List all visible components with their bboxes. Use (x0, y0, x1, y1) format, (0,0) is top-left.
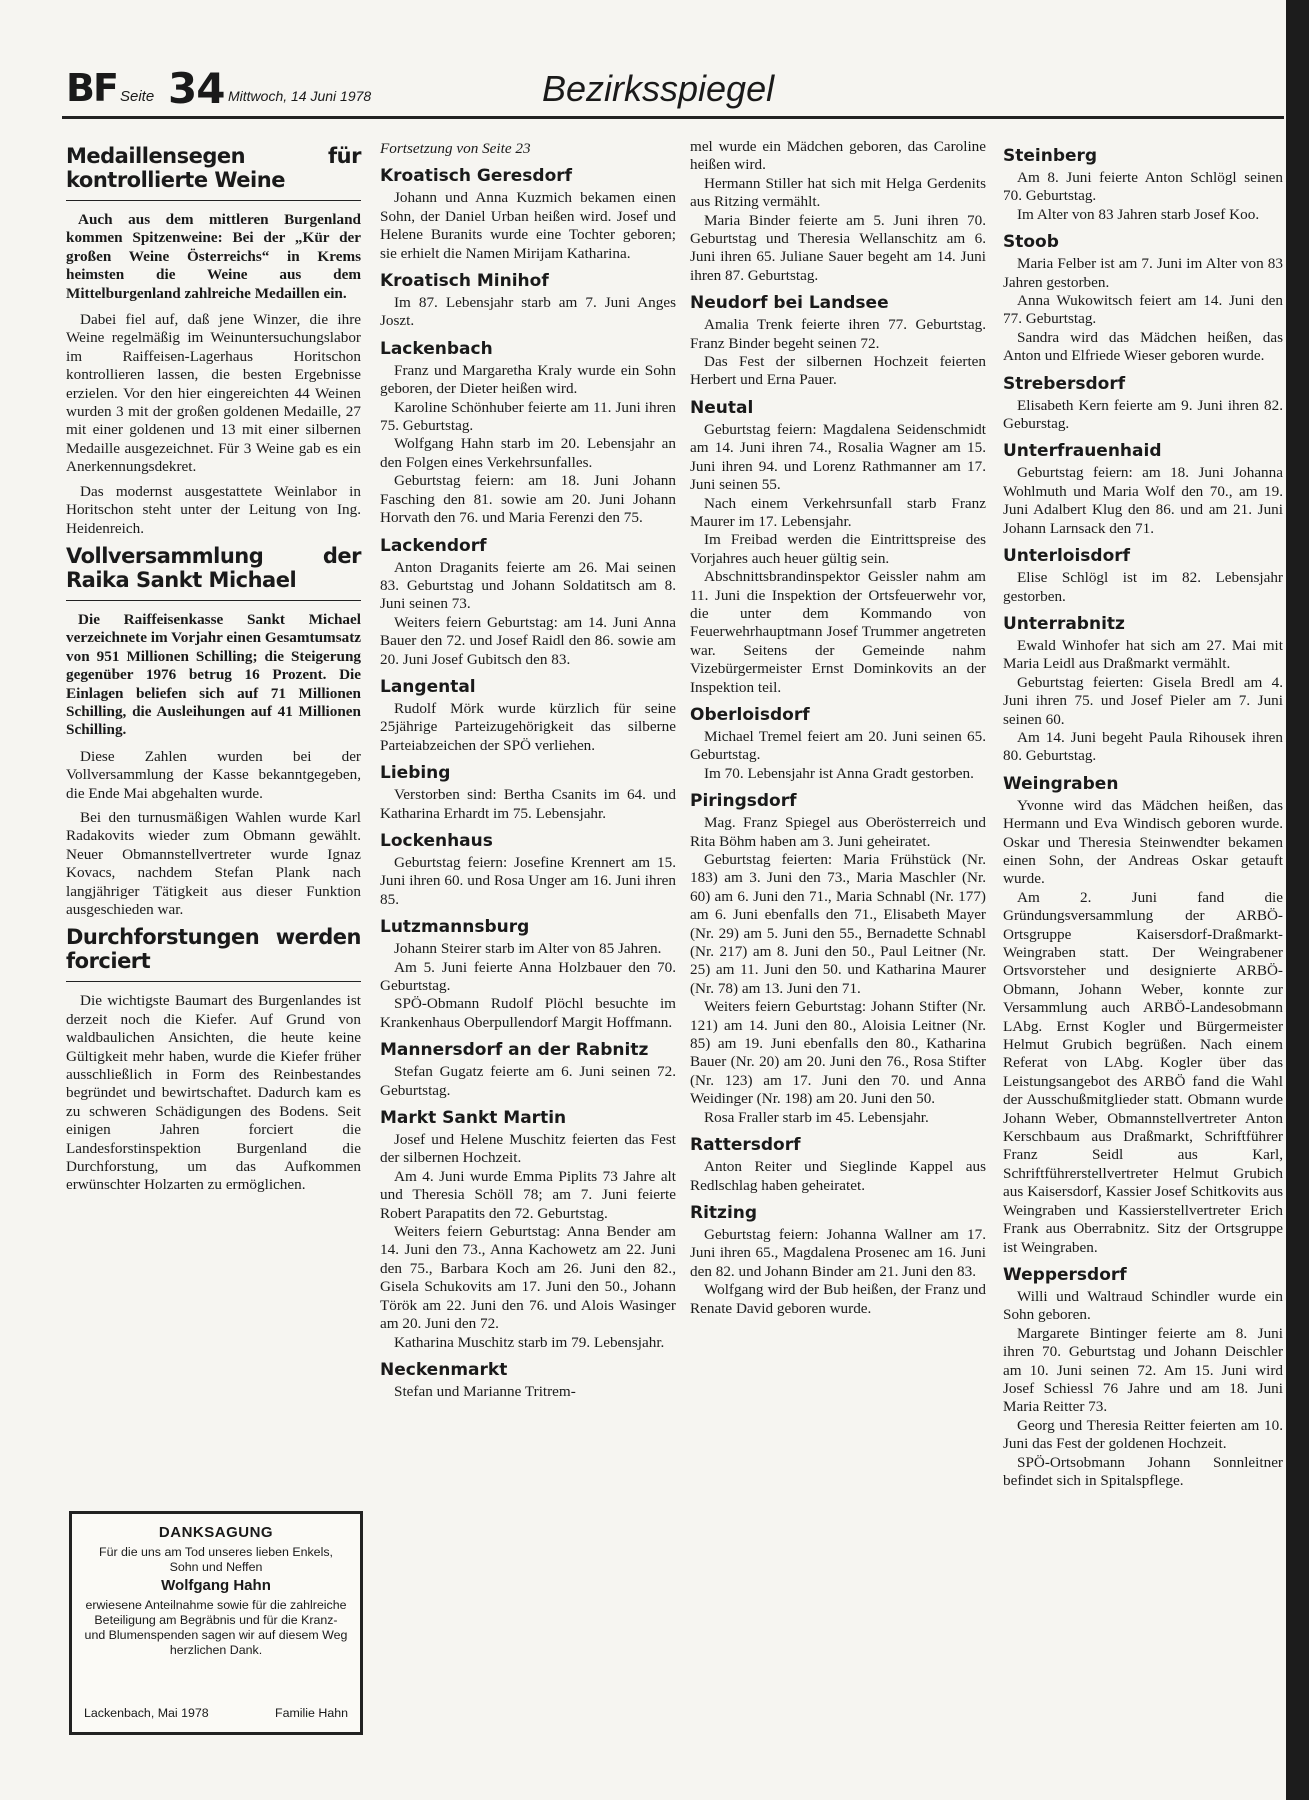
locality-paragraph: Stefan und Marianne Tritrem- (394, 1382, 576, 1400)
locality-heading: Strebersdorf (1003, 373, 1126, 394)
article-lead: Auch aus dem mittleren Burgenland kommen Spitzenweine: Bei der „Kür der großen Weine Österreichs“ in Krems heimsten die Weine aus dem Mittelburgenland zahlreiche Medaillen ein. (66, 211, 361, 302)
locality-paragraph: Am 5. Juni feierte Anna Holzbauer den 70. Geburtstag. (380, 958, 676, 994)
locality-paragraph: Am 4. Juni wurde Emma Piplits 73 Jahre alt und Theresia Schöll 78; am 7. Juni feierte Robert Parapatits den 72. Geburtstag. (380, 1167, 676, 1222)
locality-paragraph: Stefan Gugatz feierte am 6. Juni seinen 72. Geburtstag. (380, 1063, 676, 1099)
locality-paragraph: Weiters feiern Geburtstag: am 14. Juni Anna Bauer den 72. und Josef Raidl den 86. sowie am 20. Juni Josef Gubitsch den 83. (380, 613, 676, 668)
locality-paragraph: Johann Steirer starb im Alter von 85 Jahren. (394, 940, 662, 958)
locality-paragraph: Yvonne wird das Mädchen heißen, das Hermann und Eva Windisch geboren wurde. Oskar und Theresia Steinwendter bekamen einen Sohn, der Andreas Oskar getauft wurde. (1003, 796, 1283, 888)
column-4 (1003, 138, 1283, 1490)
article-headline-raika: Vollversammlung der Raika Sankt Michael (66, 543, 361, 592)
locality-paragraph: Verstorben sind: Bertha Csanits im 64. und Katharina Erhardt im 75. Lebensjahr. (380, 786, 676, 822)
locality-paragraph: Margarete Bintinger feierte am 8. Juni ihren 70. Geburtstag und Johann Deischler am 10. Juni seinen 72. Am 15. Juni wird Josef Schiessl 76 Jahre und am 18. Juni Maria Reitter 73. (1003, 1324, 1283, 1416)
danksagung-notice (69, 1511, 363, 1735)
page-edge-bar (1286, 0, 1309, 1800)
locality-paragraph: Geburtstag feierten: Maria Frühstück (Nr. 183) am 3. Juni den 73., Maria Maschler (Nr. 60) am 6. Juni den 71., Maria Schnabl (Nr. 177) am 6. Juni ebenfalls den 71., Elisabeth Mayer (Nr. 29) am 5. Juni den 55., Bernadette Schnabl (Nr. 217) am 8. Juni den 50., Paul Leitner (Nr. 25) am 11. Juni den 50. und Katharina Maurer (Nr. 78) am 13. Juni den 71. (690, 851, 986, 997)
locality-paragraph: Willi und Waltraud Schindler wurde ein Sohn geboren. (1003, 1287, 1283, 1324)
locality-paragraph: SPÖ-Obmann Rudolf Plöchl besuchte im Krankenhaus Oberpullendorf Margit Hoffmann. (380, 995, 676, 1031)
locality-paragraph: Geburtstag feiern: am 18. Juni Johann Fasching den 81. sowie am 20. Juni Johann Horvath den 76. und Maria Ferenzi den 75. (380, 472, 676, 527)
locality-heading: Lackendorf (380, 535, 487, 556)
column-2-sections (380, 166, 676, 1401)
locality-paragraph: SPÖ-Ortsobmann Johann Sonnleitner befindet sich in Spitalspflege. (1003, 1453, 1283, 1489)
locality-heading: Kroatisch Minihof (380, 271, 549, 292)
article-paragraph: Dabei fiel auf, daß jene Winzer, die ihre Weine regelmäßig im Weinuntersuchungslabor im Raiffeisen-Lagerhaus Horitschon kontrollieren lassen, die besten Ergebnisse erzielen. Vor den hier eingereichten 44 Weinen wurden 3 mit der großen goldenen Medaille, 27 mit einer goldenen und 13 mit einer silbernen Medaille ausgezeichnet. Für 3 Weine gab es ein Anerkennungsdekret. (66, 311, 361, 476)
notice-body: erwiesene Anteilnahme sowie für die zahlreiche Beteiligung am Begräbnis und für die Kranz- und Blumenspenden sagen wir auf diesem Weg herzlichen Dank. (84, 1598, 348, 1657)
locality-paragraph: Josef und Helene Muschitz feierten das Fest der silbernen Hochzeit. (380, 1131, 676, 1167)
issue-date: Mittwoch, 14 Juni 1978 (228, 88, 372, 104)
locality-paragraph: Geburtstag feiern: am 18. Juni Johanna Wohlmuth und Maria Wolf den 70., am 19. Juni Adalbert Klug den 86. und am 21. Juni Johann Larnsack den 71. (1003, 464, 1283, 537)
locality-paragraph: Im 87. Lebensjahr starb am 7. Juni Anges Joszt. (380, 294, 676, 330)
locality-paragraph: Geburtstag feiern: Johanna Wallner am 17. Juni ihren 65., Magdalena Prosenec am 16. Juni den 82. und Johann Binder am 21. Juni den 83. (690, 1225, 986, 1280)
locality-paragraph: Weiters feiern Geburtstag: Johann Stifter (Nr. 121) am 14. Juni den 80., Aloisia Leitner (Nr. 85) am 19. Juni ebenfalls den 80., Katharina Bauer (Nr. 20) am 20. Juni den 76., Rosa Stifter (Nr. 123) am 17. Juni den 70. und Anna Weidinger (Nr. 198) am 20. Juni den 50. (690, 998, 986, 1108)
locality-heading: Unterfrauenhaid (1003, 441, 1162, 462)
article-headline-forest: Durchforstungen werden forciert (66, 925, 361, 974)
locality-paragraph: Im Freibad werden die Eintrittspreise des Vorjahres auch heuer gültig sein. (690, 531, 986, 567)
locality-paragraph: Rosa Fraller starb im 45. Lebensjahr. (704, 1108, 929, 1126)
locality-paragraph: Elisabeth Kern feierte am 9. Juni ihren 82. Geburstag. (1003, 396, 1283, 433)
locality-paragraph: Geburtstag feiern: Josefine Krennert am 15. Juni ihren 60. und Rosa Unger am 16. Juni ihren 85. (380, 853, 676, 908)
locality-paragraph: Ewald Winhofer hat sich am 27. Mai mit Maria Leidl aus Draßmarkt vermählt. (1003, 636, 1283, 673)
notice-title: DANKSAGUNG (158, 1524, 274, 1541)
locality-paragraph: Geburtstag feiern: Magdalena Seidenschmidt am 14. Juni ihren 74., Rosalia Wagner am 15. Juni ihren 94. und Lorenz Rathmanner am 17. Juni seinen 55. (690, 420, 986, 494)
locality-heading: Piringsdorf (690, 791, 797, 812)
locality-paragraph: Amalia Trenk feierte ihren 77. Geburtstag. Franz Binder begeht seinen 72. (690, 316, 986, 352)
column-2 (380, 138, 676, 1401)
locality-paragraph: Am 2. Juni fand die Gründungsversammlung der ARBÖ-Ortsgruppe Kaisersdorf-Draßmarkt-Weingraben statt. Der Weingrabener Ortsvorsteher und designierte ARBÖ-Obmann, Johann Weber, konnte zur Versammlung auch ARBÖ-Landesobmann LAbg. Ernst Kogler und Bürgermeister Helmut Grubich begrüßen. Nach einem Referat von LAbg. Kogler über das Leistungsangebot des ARBÖ fand die Wahl der Ausschußmitglieder statt. Obmann wurde Johann Weber, Obmannstellvertreter Anton Kerschbaum aus Draßmarkt, Schriftführer Franz Seidl aus Karl, Schriftführerstellvertreter Helmut Grubich aus Kaisersdorf, Kassier Josef Schitkovits aus Weingraben und Kassierstellvertreter Erich Frank aus Oberrabnitz. Sitz der Ortsgruppe ist Weingraben. (1003, 888, 1283, 1256)
column-3 (690, 138, 986, 1318)
column-3-intro (690, 138, 986, 285)
locality-heading: Rattersdorf (690, 1135, 801, 1156)
locality-paragraph: Weiters feiern Geburtstag: Anna Bender am 14. Juni den 73., Anna Kachowetz am 22. Juni den 75., Barbara Koch am 26. Juni den 82., Gisela Schukovits am 17. Juni den 50., Johann Török am 22. Juni den 76. und Alois Wasinger am 20. Juni den 72. (380, 1223, 676, 1333)
locality-heading: Neckenmarkt (380, 1359, 508, 1380)
locality-paragraph: Mag. Franz Spiegel aus Oberösterreich und Rita Böhm haben am 3. Juni geheiratet. (690, 814, 986, 850)
continued-paragraph: Hermann Stiller hat sich mit Helga Gerdenits aus Ritzing vermählt. (690, 174, 986, 211)
locality-paragraph: Karoline Schönhuber feierte am 11. Juni ihren 75. Geburtstag. (380, 398, 676, 435)
notice-intro: Für die uns am Tod unseres lieben Enkels, Sohn und Neffen (99, 1545, 333, 1574)
locality-heading: Stoob (1003, 232, 1059, 253)
continued-paragraph: Maria Binder feierte am 5. Juni ihren 70. Geburtstag und Theresia Wellanschitz am 6. Juni ihren 65. Juliane Sauer begeht am 14. Juni ihren 87. Geburtstag. (690, 211, 986, 284)
locality-heading: Lackenbach (380, 338, 493, 359)
notice-place-date: Lackenbach, Mai 1978 (84, 1706, 209, 1720)
locality-paragraph: Rudolf Mörk wurde kürzlich für seine 25jährige Parteizugehörigkeit das silberne Parteiabzeichen der SPÖ verliehen. (380, 699, 676, 754)
locality-paragraph: Anton Reiter und Sieglinde Kappel aus Redlschlag haben geheiratet. (690, 1158, 986, 1194)
column-3-sections (690, 293, 986, 1318)
section-title: Bezirksspiegel (542, 68, 775, 109)
article-paragraph: Das modernst ausgestattete Weinlabor in Horitschon steht unter der Leitung von Ing. Heidenreich. (66, 482, 361, 537)
locality-paragraph: Maria Felber ist am 7. Juni im Alter von 83 Jahren gestorben. (1003, 255, 1283, 291)
locality-paragraph: Im Alter von 83 Jahren starb Josef Koo. (1017, 205, 1260, 223)
headline-rule (66, 200, 361, 201)
locality-heading: Mannersdorf an der Rabnitz (380, 1040, 649, 1061)
masthead (62, 60, 1284, 119)
headline-rule (66, 981, 361, 982)
article-paragraph: Die wichtigste Baumart des Burgenlandes ist derzeit noch die Kiefer. Auf Grund von waldbaulichen Ansichten, die heute keine Gültigkeit mehr haben, wurde die Kiefer früher ausschließlich in Form des Reinbestandes begründet und bewirtschaftet. Dadurch kam es zu schweren Schädigungen des Bodens. Seit einigen Jahren forciert die Landesforstinspektion Burgenland die Durchforstung, um das Aufkommen erwünschter Holzarten zu ermöglichen. (66, 992, 361, 1194)
locality-paragraph: Am 14. Juni begeht Paula Rihousek ihren 80. Geburtstag. (1003, 728, 1283, 765)
column-1 (66, 138, 361, 1201)
column-4-sections (1003, 146, 1283, 1490)
page-label: Seite (120, 88, 155, 105)
locality-paragraph: Georg und Theresia Reitter feierten am 10. Juni das Fest der goldenen Hochzeit. (1003, 1416, 1283, 1453)
locality-paragraph: Geburtstag feierten: Gisela Bredl am 4. Juni ihren 75. und Josef Pieler am 7. Juni seinen 60. (1003, 673, 1283, 728)
locality-heading: Steinberg (1003, 146, 1098, 166)
article-headline-wine: Medaillensegen für kontrollierte Weine (66, 144, 361, 192)
article-paragraph: Diese Zahlen wurden bei der Vollversammlung der Kasse bekanntgegeben, die Ende Mai abgehalten wurde. (66, 747, 361, 802)
locality-paragraph: Michael Tremel feiert am 20. Juni seinen 65. Geburtstag. (690, 727, 986, 764)
locality-paragraph: Elise Schlögl ist im 82. Lebensjahr gestorben. (1003, 569, 1283, 605)
locality-paragraph: Im 70. Lebensjahr ist Anna Gradt gestorben. (704, 764, 974, 782)
locality-heading: Unterloisdorf (1003, 546, 1131, 567)
locality-heading: Neutal (690, 397, 754, 418)
locality-heading: Oberloisdorf (690, 704, 810, 725)
locality-paragraph: Wolfgang Hahn starb im 20. Lebensjahr an den Folgen eines Verkehrsunfalles. (380, 435, 676, 471)
locality-paragraph: Johann und Anna Kuzmich bekamen einen Sohn, der Daniel Urban heißen wird. Josef und Helene Buranits wurde eine Tochter geboren; sie erhielt die Namen Mirijam Katharina. (380, 189, 676, 262)
locality-heading: Lockenhaus (380, 830, 493, 851)
locality-paragraph: Wolfgang wird der Bub heißen, der Franz und Renate David geboren wurde. (690, 1281, 986, 1317)
locality-heading: Lutzmannsburg (380, 917, 530, 938)
locality-paragraph: Am 8. Juni feierte Anton Schlögl seinen 70. Geburtstag. (1003, 169, 1283, 205)
locality-heading: Markt Sankt Martin (380, 1108, 567, 1129)
locality-paragraph: Abschnittsbrandinspektor Geissler nahm am 11. Juni die Inspektion der Ortsfeuerwehr vor, die unter dem Kommando von Feuerwehrhauptmann Josef Trummer angetreten war. Seitens der Gemeinde nahm Vizebürgermeister Ernst Dominkovits an der Inspektion teil. (690, 568, 986, 696)
locality-heading: Liebing (380, 763, 451, 784)
locality-paragraph: Katharina Muschitz starb im 79. Lebensjahr. (394, 1333, 665, 1351)
notice-footer (84, 1706, 348, 1720)
locality-heading: Unterrabnitz (1003, 613, 1125, 634)
locality-heading: Langental (380, 676, 476, 697)
headline-rule (66, 600, 361, 601)
locality-paragraph: Nach einem Verkehrsunfall starb Franz Maurer im 17. Lebensjahr. (690, 494, 986, 530)
locality-heading: Weppersdorf (1003, 1264, 1127, 1285)
locality-paragraph: Anton Draganits feierte am 26. Mai seinen 83. Geburtstag und Johann Soldatitsch am 8. Juni seinen 73. (380, 558, 676, 613)
article-lead: Die Raiffeisenkasse Sankt Michael verzeichnete im Vorjahr einen Gesamtumsatz von 951 Millionen Schilling; die Steigerung gegenüber 1976 betrug 16 Prozent. Die Einlagen beliefen sich auf 71 Millionen Schilling, die Ausleihungen auf 41 Millionen Schilling. (66, 610, 361, 739)
locality-paragraph: Anna Wukowitsch feiert am 14. Juni den 77. Geburtstag. (1003, 292, 1283, 328)
continued-paragraph: mel wurde ein Mädchen geboren, das Caroline heißen wird. (690, 138, 986, 174)
locality-paragraph: Sandra wird das Mädchen heißen, das Anton und Elfriede Wieser geboren wurde. (1003, 328, 1283, 365)
continuation-note: Fortsetzung von Seite 23 (380, 140, 531, 157)
notice-signature: Familie Hahn (275, 1706, 348, 1720)
locality-paragraph: Franz und Margaretha Kraly wurde ein Sohn geboren, der Dieter heißen wird. (380, 361, 676, 398)
article-paragraph: Bei den turnusmäßigen Wahlen wurde Karl Radakovits wieder zum Obmann gewählt. Neuer Obmannstellvertreter wurde Ignaz Kovacs, nachdem Stefan Plank nach langjähriger Tätigkeit aus dieser Funktion ausgeschieden war. (66, 808, 361, 918)
page-number: 34 (168, 64, 225, 113)
locality-heading: Weingraben (1003, 773, 1119, 794)
locality-heading: Ritzing (690, 1202, 758, 1223)
locality-heading: Neudorf bei Landsee (690, 293, 889, 314)
locality-heading: Kroatisch Geresdorf (380, 166, 573, 187)
locality-paragraph: Das Fest der silbernen Hochzeit feierten Herbert und Erna Pauer. (690, 353, 986, 389)
newspaper-logo: BF (66, 66, 117, 110)
notice-name: Wolfgang Hahn (161, 1577, 271, 1594)
